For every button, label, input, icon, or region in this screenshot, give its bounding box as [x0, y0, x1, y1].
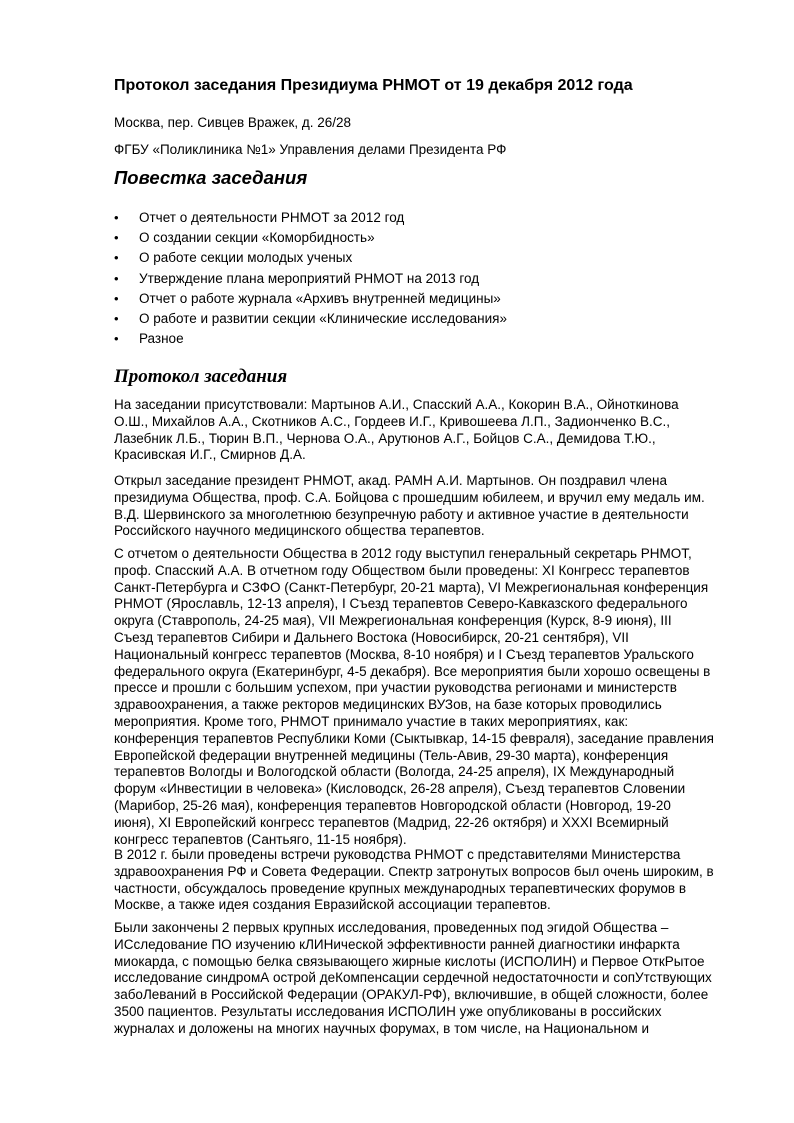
bullet-icon: •: [114, 250, 119, 266]
attendees-paragraph: На заседании присутствовали: Мартынов А.И., Спасский А.А., Кокорин В.А., Ойноткинова О.Ш., Михайлов А.А., Скотников А.С., Гордеев И.Г., Кривошеева Л.П., Задионченко В.С., Лазебник Л.Б., Тюрин В.П., Чернова О.А., Арутюнов А.Г., Бойцов С.А., Демидова Т.Ю., Красивская И.Г., Смирнов Д.А.: [114, 397, 679, 463]
meeting-venue: ФГБУ «Поликлиника №1» Управления делами Президента РФ: [114, 142, 507, 157]
agenda-item: [114, 228, 714, 248]
agenda-item: [114, 289, 714, 309]
agenda-item-text: О работе секции молодых ученых: [139, 250, 353, 266]
agenda-item-text: Утверждение плана мероприятий РНМОТ на 2013 год: [139, 270, 480, 286]
bullet-icon: •: [114, 290, 119, 306]
agenda-list: [114, 208, 714, 349]
opening-paragraph: Открыл заседание президент РНМОТ, акад. РАМН А.И. Мартынов. Он поздравил члена президиума Общества, проф. С.А. Бойцова с прошедшим юбилеем, и вручил ему медаль им. В.Д. Шервинского за многолетнюю безупречную работу и активное участие в деятельности Российского научного медицинского общества терапевтов.: [114, 473, 705, 539]
bullet-icon: •: [114, 310, 119, 326]
agenda-item: [114, 269, 714, 289]
agenda-item: [114, 309, 714, 329]
meeting-address: Москва, пер. Сивцев Вражек, д. 26/28: [114, 115, 352, 130]
agenda-item: [114, 208, 714, 228]
bullet-icon: •: [114, 210, 119, 225]
document-title: Протокол заседания Президиума РНМОТ от 19 декабря 2012 года: [114, 77, 633, 94]
bullet-icon: •: [114, 331, 119, 347]
agenda-item: [114, 248, 714, 268]
bullet-icon: •: [114, 230, 119, 246]
agenda-item: [114, 329, 714, 349]
protocol-heading: Протокол заседания: [114, 366, 288, 387]
agenda-item-text: Разное: [139, 331, 184, 347]
agenda-heading: Повестка заседания: [114, 167, 308, 188]
agenda-item-text: Отчет о работе журнала «Архивъ внутренней медицины»: [139, 290, 501, 306]
meetings-paragraph: В 2012 г. были проведены встречи руководства РНМОТ с представителями Министерства здравоохранения РФ и Совета Федерации. Спектр затронутых вопросов был очень широким, в частности, обсуждалось проведение крупных международных терапевтических форумов в Москве, а также идея создания Евразийской ассоциации терапевтов.: [114, 847, 714, 913]
bullet-icon: •: [114, 270, 119, 286]
research-paragraph: Были закончены 2 первых крупных исследования, проведенных под эгидой Общества – ИСследование ПО изучению кЛИНической эффективности ранней диагностики инфаркта миокарда, с помощью белка связывающего жирные кислоты (ИСПОЛИН) и Первое ОткРытое исследование синдромА острой деКомпенсации сердечной недостаточности и сопУтствующих забоЛеваний в Российской Федерации (ОРАКУЛ-РФ), включившие, в общей сложности, более 3500 пациентов. Результаты исследования ИСПОЛИН уже опубликованы в российских журналах и доложены на многих научных форумах, в том числе, на Национальном и: [114, 920, 712, 1036]
agenda-item-text: О создании секции «Коморбидность»: [139, 230, 375, 246]
agenda-item-text: Отчет о деятельности РНМОТ за 2012 год: [139, 210, 405, 225]
report-paragraph: С отчетом о деятельности Общества в 2012 году выступил генеральный секретарь РНМОТ, проф. Спасский А.А. В отчетном году Обществом были проведены: XI Конгресс терапевтов Санкт-Петербурга и СЗФО (Санкт-Петербург, 20-21 марта), VI Межрегиональная конференция РНМОТ (Ярославль, 12-13 апреля), I Съезд терапевтов Северо-Кавказского федерального округа (Ставрополь, 24-25 мая), VII Межрегиональная конференция (Курск, 8-9 июня), III Съезд терапевтов Сибири и Дальнего Востока (Новосибирск, 20-21 сентября), VII Национальный конгресс терапевтов (Москва, 8-10 ноября) и I Съезд терапевтов Уральского федерального округа (Екатеринбург, 4-5 декабря). Все мероприятия были хорошо освещены в прессе и прошли с большим успехом, при участии руководства регионами и министерств здравоохранения, а также ректоров медицинских ВУЗов, на базе которых проводились мероприятия. Кроме того, РНМОТ принимало участие в таких мероприятиях, как: конференция терапевтов Республики Коми (Сыктывкар, 14-15 февраля), заседание правления Европейской федерации внутренней медицины (Тель-Авив, 29-30 марта), конференция терапевтов Вологды и Вологодской области (Вологда, 24-25 апреля), IX Международный форум «Инвестиции в человека» (Кисловодск, 26-28 апреля), Съезд терапевтов Словении (Марибор, 25-26 мая), конференция терапевтов Новгородской области (Новгород, 19-20 июня), XI Европейский конгресс терапевтов (Мадрид, 22-26 октября) и XXXI Всемирный конгресс терапевтов (Сантьяго, 11-15 ноября).: [114, 546, 714, 847]
agenda-item-text: О работе и развитии секции «Клинические исследования»: [139, 310, 507, 326]
